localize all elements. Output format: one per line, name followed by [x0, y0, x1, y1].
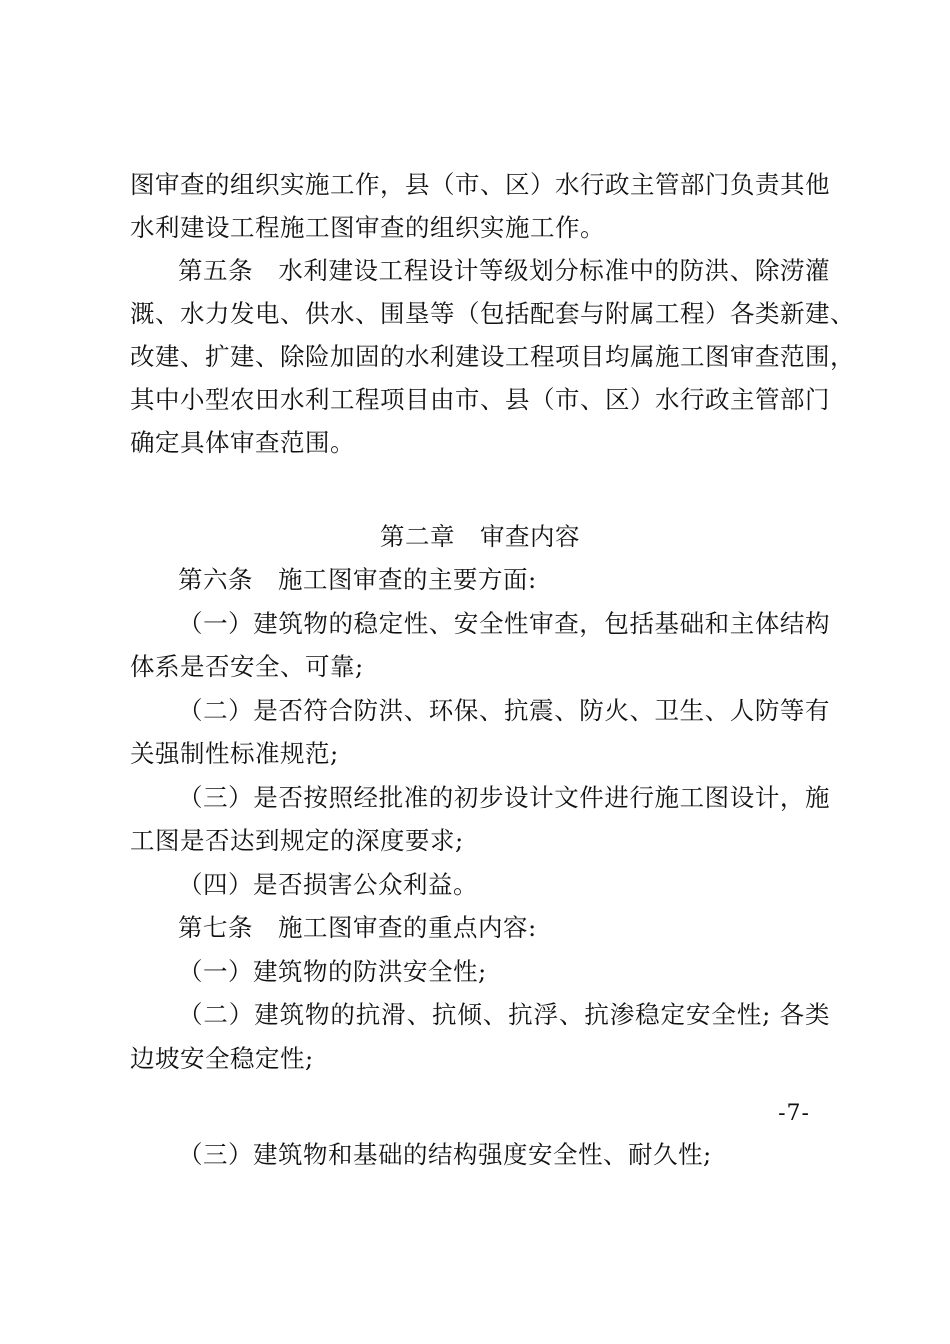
list-item: （一）建筑物的稳定性、安全性审查，包括基础和主体结构 [178, 609, 830, 638]
list-item: （三）是否按照经批准的初步设计文件进行施工图设计，施 [178, 783, 830, 812]
list-item: （四）是否损害公众利益。 [178, 870, 478, 899]
text-line: 溉、水力发电、供水、围垦等（包括配套与附属工程）各类新建、 [130, 299, 855, 328]
text-line: 体系是否安全、可靠; [130, 652, 364, 681]
text-line: 确定具体审查范围。 [130, 428, 355, 457]
list-item: （二）是否符合防洪、环保、抗震、防火、卫生、人防等有 [178, 696, 830, 725]
article-5-start: 第五条 水利建设工程设计等级划分标准中的防洪、除涝灌 [178, 256, 830, 285]
text-line: 其中小型农田水利工程项目由市、县（市、区）水行政主管部门 [130, 385, 830, 414]
list-item: （二）建筑物的抗滑、抗倾、抗浮、抗渗稳定安全性; 各类 [178, 1000, 830, 1029]
text-line: 改建、扩建、除险加固的水利建设工程项目均属施工图审查范围， [130, 342, 855, 371]
list-item: （一）建筑物的防洪安全性; [178, 957, 487, 986]
page-number: -7- [778, 1101, 810, 1126]
text-line: 水利建设工程施工图审查的组织实施工作。 [130, 213, 605, 242]
list-item: （三）建筑物和基础的结构强度安全性、耐久性; [178, 1140, 712, 1169]
article-7-start: 第七条 施工图审查的重点内容: [178, 913, 537, 942]
text-line: 工图是否达到规定的深度要求; [130, 826, 464, 855]
chapter-heading: 第二章 审查内容 [380, 522, 580, 551]
text-line: 关强制性标准规范; [130, 739, 339, 768]
text-line: 图审查的组织实施工作，县（市、区）水行政主管部门负责其他 [130, 170, 830, 199]
text-line: 边坡安全稳定性; [130, 1044, 314, 1073]
article-6-start: 第六条 施工图审查的主要方面: [178, 565, 537, 594]
